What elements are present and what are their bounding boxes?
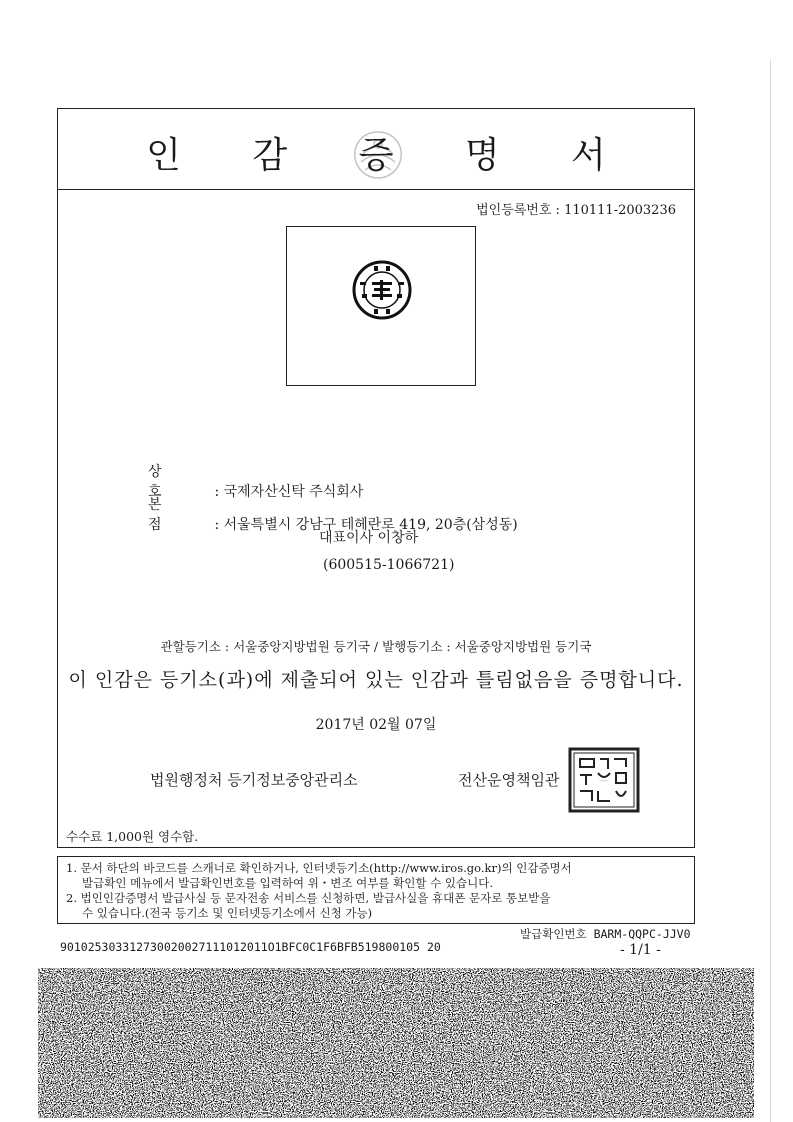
notice-line-1: 1. 문서 하단의 바코드를 스캐너로 확인하거나, 인터넷등기소(http://www.iros.go.kr)의 인감증명서 (66, 861, 572, 875)
issuing-authority: 법원행정처 등기정보중앙관리소 (150, 771, 358, 789)
notice-line-2: 2. 법인인감증명서 발급사실 등 문자전송 서비스를 신청하면, 발급사실을 휴대폰 문자로 통보받을 (66, 891, 551, 905)
resident-number: (600515-1066721) (323, 557, 455, 573)
notice-line-1b: 발급확인 메뉴에서 발급확인번호를 입력하여 위・변조 여부를 확인할 수 있습니다. (82, 876, 493, 890)
fee-receipt: 수수료 1,000원 영수함. (66, 829, 199, 844)
head-office-value: : 서울특별시 강남구 테헤란로 419, 20층(삼성동) (214, 517, 518, 533)
representative: 대표이사 이창하 (319, 530, 419, 546)
notice-box (57, 856, 695, 924)
head-office-label: 본 점 (148, 497, 190, 533)
official-seal-icon (568, 747, 640, 813)
barcode-number: 901025303312730020027111012011O1BFC0C1F6BFB519800105 20 (60, 940, 441, 954)
anti-forgery-noise-pattern (38, 968, 754, 1118)
page-edge-line (770, 60, 771, 1122)
page-number: - 1/1 - (620, 942, 661, 958)
confirmation-number: 발급확인번호 BARM-QQPC-JJV0 (520, 927, 691, 941)
certificate-frame (57, 108, 695, 848)
seal-impression-box (286, 226, 476, 386)
document-title: 인 감 증 명 서 (146, 135, 636, 176)
svg-text:등기정보중앙관리소: 등기정보중앙관리소 (599, 781, 609, 782)
registry-offices: 관할등기소 : 서울중앙지방법원 등기국 / 발행등기소 : 서울중앙지방법원 등기국 (160, 639, 592, 654)
title-row (58, 109, 694, 190)
trade-name-label: 상 호 (148, 464, 190, 500)
notice-line-2b: 수 있습니다.(전국 등기소 및 인터넷등기소에서 신청 가능) (82, 906, 373, 920)
issue-date: 2017년 02월 07일 (315, 717, 437, 733)
svg-text:국제자산신탁: 국제자산신탁 (379, 293, 385, 294)
responsible-officer: 전산운영책임관 (458, 771, 560, 789)
registration-number: 법인등록번호 : 110111-2003236 (476, 203, 676, 218)
certification-statement: 이 인감은 등기소(과)에 제출되어 있는 인감과 틀림없음을 증명합니다. (68, 669, 684, 691)
corporate-seal-icon (352, 260, 412, 320)
trade-name-value: : 국제자산신탁 주식회사 (214, 484, 364, 500)
